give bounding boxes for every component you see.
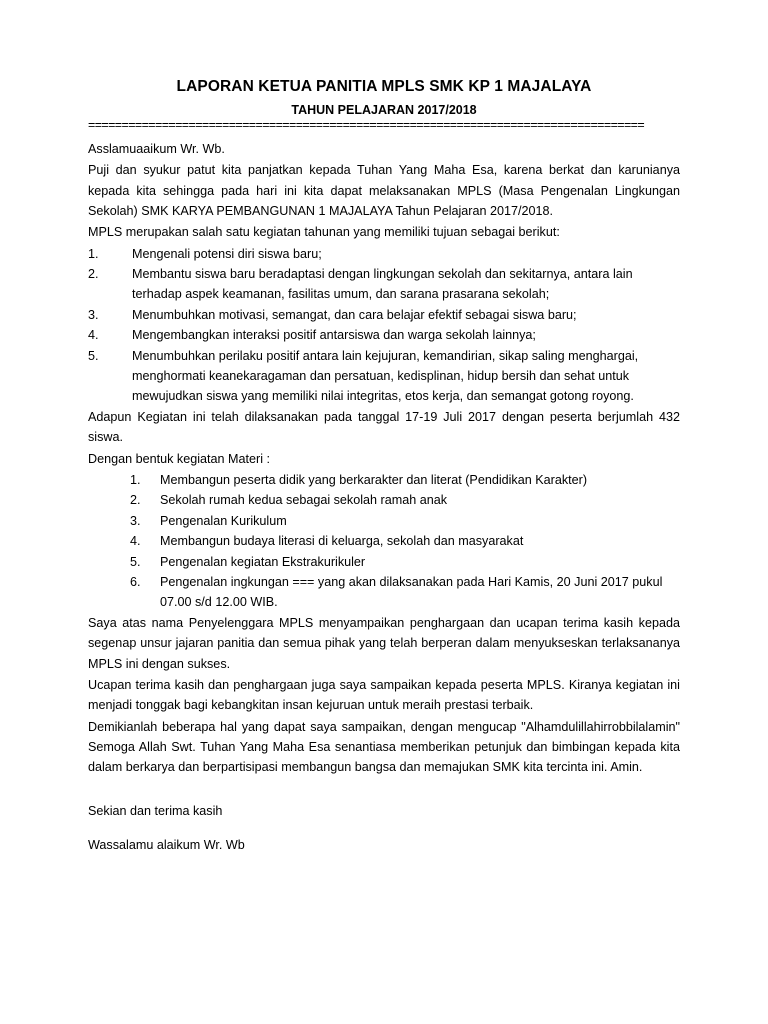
materials-list — [88, 470, 680, 613]
list-item — [88, 305, 680, 325]
paragraph-5: Saya atas nama Penyelenggara MPLS menyampaikan penghargaan dan ucapan terima kasih kepada segenap unsur jajaran panitia dan semua pihak yang telah berperan dalam menyukseskan terlaksananya MPLS ini dengan sukses. — [88, 615, 680, 671]
list-item-label: Menumbuhkan motivasi, semangat, dan cara belajar efektif sebagai siswa baru; — [132, 307, 577, 322]
list-item — [88, 325, 680, 345]
list-item-label: Pengenalan ingkungan === yang akan dilaksanakan pada Hari Kamis, 20 Juni 2017 pukul 07.00 s/d 12.00 WIB. — [160, 574, 663, 610]
goals-list — [88, 244, 680, 407]
page-title: LAPORAN KETUA PANITIA MPLS SMK KP 1 MAJALAYA — [176, 78, 592, 95]
paragraph-7: Demikianlah beberapa hal yang dapat saya sampaikan, dengan mengucap "Alhamdulillahirrobbilalamin" Semoga Allah Swt. Tuhan Yang Maha Esa senantiasa memberikan petunjuk dan bimbingan kepada kita dalam berkarya dan berpartisipasi membangun bangsa dan memajukan SMK kita tercinta ini. Amin. — [88, 719, 680, 775]
list-item-number: 2. — [130, 493, 141, 508]
paragraph-2: MPLS merupakan salah satu kegiatan tahunan yang memiliki tujuan sebagai berikut: — [88, 225, 560, 240]
paragraph-6: Ucapan terima kasih dan penghargaan juga saya sampaikan kepada peserta MPLS. Kiranya kegiatan ini menjadi tonggak bagi kebangkitan insan kejuruan untuk meraih prestasi terbaik. — [88, 677, 680, 713]
list-item — [88, 470, 680, 490]
list-item — [88, 490, 680, 510]
list-item — [88, 531, 680, 551]
closing-line-1: Sekian dan terima kasih — [88, 803, 223, 818]
paragraph-1: Puji dan syukur patut kita panjatkan kepada Tuhan Yang Maha Esa, karena berkat dan karunianya kepada kita sehingga pada hari ini kita dapat melaksanakan MPLS (Masa Pengenalan Lingkungan Sekolah) SMK KARYA PEMBANGUNAN 1 MAJALAYA Tahun Pelajaran 2017/2018. — [88, 163, 680, 218]
list-item-label: Menumbuhkan perilaku positif antara lain kejujuran, kemandirian, sikap saling menghargai, menghormati keanekaragaman dan persatuan, kedisplinan, hidup bersih dan sehat untuk mewujudkan siswa yang memiliki nilai integritas, etos kerja, dan semangat gotong royong. — [132, 348, 639, 404]
page-subtitle: TAHUN PELAJARAN 2017/2018 — [291, 103, 477, 117]
list-item-label: Sekolah rumah kedua sebagai sekolah ramah anak — [160, 493, 448, 508]
list-item-number: 6. — [130, 574, 141, 589]
list-item-number: 2. — [88, 267, 99, 282]
divider-line: =================================================================================== — [88, 119, 645, 132]
list-item-number: 4. — [130, 534, 141, 549]
list-item-label: Mengembangkan interaksi positif antarsiswa dan warga sekolah lainnya; — [132, 328, 536, 343]
list-item — [88, 264, 680, 305]
list-item-label: Pengenalan Kurikulum — [160, 513, 287, 528]
greeting-text: Asslamuaaikum Wr. Wb. — [88, 141, 225, 156]
list-item-number: 3. — [88, 307, 99, 322]
list-item — [88, 346, 680, 407]
list-item-number: 1. — [130, 473, 141, 487]
list-item — [88, 511, 680, 531]
list-item — [88, 572, 680, 613]
list-item-label: Mengenali potensi diri siswa baru; — [132, 246, 322, 261]
closing-line-2: Wassalamu alaikum Wr. Wb — [88, 838, 245, 853]
list-item-number: 5. — [130, 554, 141, 569]
paragraph-3: Adapun Kegiatan ini telah dilaksanakan pada tanggal 17-19 Juli 2017 dengan peserta berjumlah 432 siswa. — [88, 409, 680, 445]
list-item-label: Pengenalan kegiatan Ekstrakurikuler — [160, 554, 366, 569]
list-item-number: 5. — [88, 348, 99, 363]
list-item-label: Membangun budaya literasi di keluarga, sekolah dan masyarakat — [160, 534, 524, 549]
list-item-number: 3. — [130, 513, 141, 528]
list-item-label: Membantu siswa baru beradaptasi dengan lingkungan sekolah dan sekitarnya, antara lain terhadap aspek keamanan, fasilitas umum, dan sarana prasarana sekolah; — [132, 267, 633, 302]
list-item-number: 1. — [88, 246, 99, 261]
paragraph-4: Dengan bentuk kegiatan Materi : — [88, 451, 271, 466]
list-item — [88, 244, 680, 264]
list-item — [88, 552, 680, 572]
list-item-label: Membangun peserta didik yang berkarakter dan literat (Pendidikan Karakter) — [160, 473, 588, 487]
list-item-number: 4. — [88, 328, 99, 343]
